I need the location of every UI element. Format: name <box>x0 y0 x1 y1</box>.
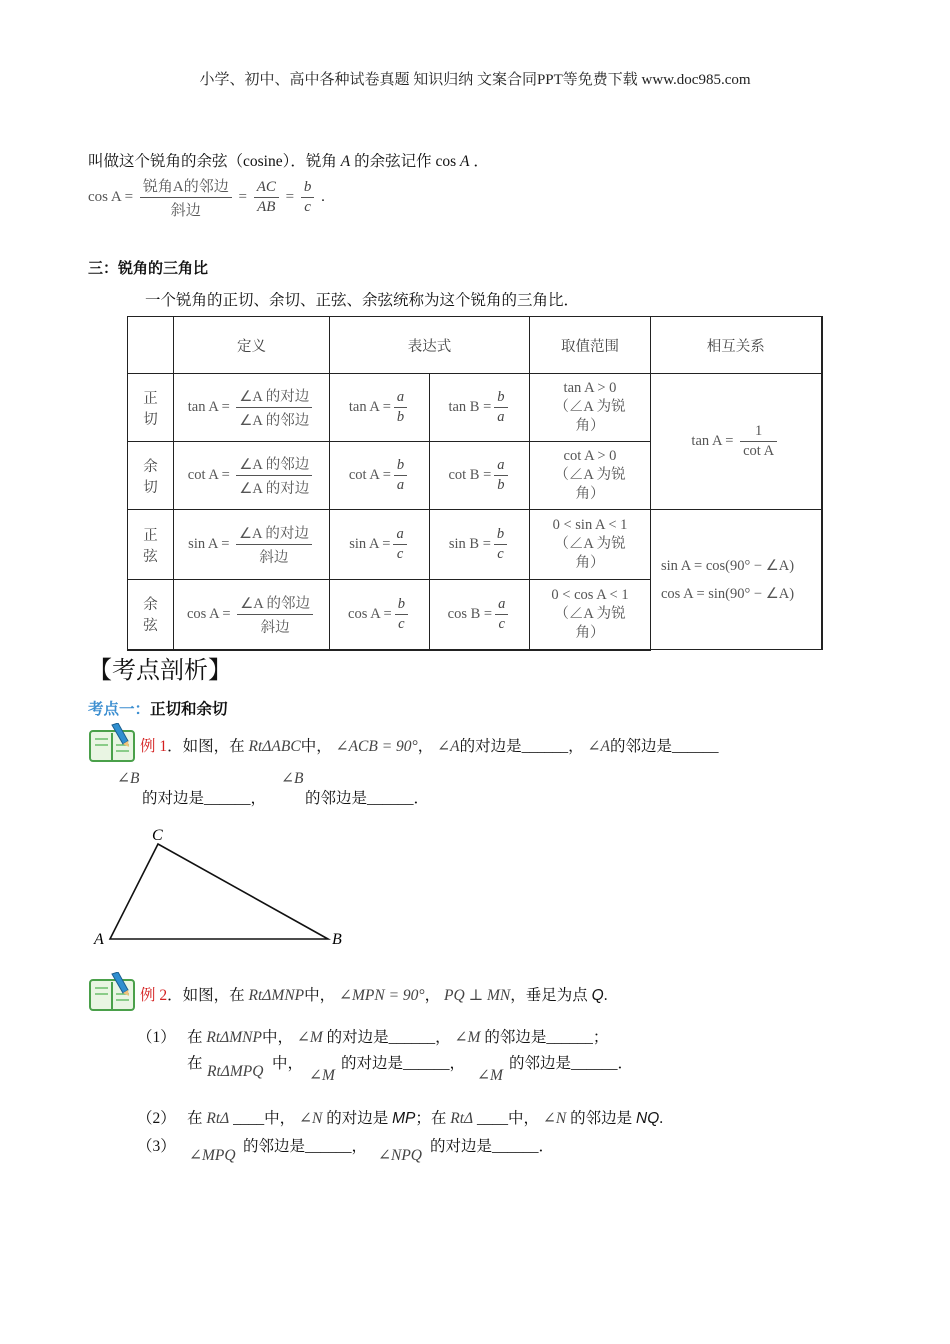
row-name: 正 <box>143 527 158 544</box>
book-pencil-icon <box>88 723 138 763</box>
math-angle: ∠MPQ <box>189 1147 236 1164</box>
text: 的对边是 <box>326 1110 389 1127</box>
table-header-row <box>128 317 822 374</box>
range-cell <box>530 580 651 650</box>
text: ．如图，在 <box>167 987 245 1004</box>
point-name: 正切和余切 <box>150 701 228 718</box>
range-note: （∠A 为锐 <box>554 399 626 415</box>
row-name: 切 <box>143 479 158 496</box>
header-range: 取值范围 <box>530 317 651 374</box>
frac-denominator: 斜边 <box>259 550 289 566</box>
def-frac <box>237 592 313 637</box>
math-triangle: RtΔMNP <box>206 1029 262 1046</box>
header-relation: 相互关系 <box>651 317 822 374</box>
q3-number: （3） <box>137 1138 176 1155</box>
example1-line1 <box>140 734 718 756</box>
frac-numerator: b <box>494 526 507 545</box>
table-corner-cell <box>128 317 174 374</box>
frac-numerator: b <box>395 596 408 615</box>
formula-frac-3 <box>301 179 315 216</box>
cosine-formula <box>88 175 325 220</box>
frac-denominator: b <box>396 409 405 425</box>
definition-cell <box>174 442 330 510</box>
frac-denominator: c <box>497 546 504 562</box>
text: 的对边是______， <box>326 1029 451 1046</box>
math-angle: ∠M <box>454 1029 481 1046</box>
frac-numerator: 锐角A的邻边 <box>140 175 232 198</box>
range-note: 角） <box>575 555 605 571</box>
expression-cell <box>430 442 530 510</box>
range-condition: 0 < sin A < 1 <box>552 517 628 533</box>
segment-nq: NQ <box>636 1110 660 1127</box>
math-angle: ∠B <box>281 770 304 787</box>
q1-text-opp: 的对边是______， <box>341 1055 466 1072</box>
row-name-cell <box>128 374 174 442</box>
range-condition: 0 < cos A < 1 <box>551 586 629 603</box>
page-header: 小学、初中、高中各种试卷真题 知识归纳 文案合同PPT等免费下载 www.doc985.com <box>199 72 751 88</box>
text: 的邻边是______； <box>484 1029 609 1046</box>
expression-cell <box>330 580 430 650</box>
expr-frac <box>494 389 507 426</box>
frac-denominator: ∠A 的邻边 <box>239 413 310 429</box>
expression-cell <box>430 580 530 650</box>
def-lhs: cot A = <box>187 466 230 483</box>
text: 在 <box>187 1029 203 1046</box>
frac-numerator: b <box>394 457 407 476</box>
segment-mp: MP <box>392 1110 416 1127</box>
definition-cell <box>174 510 330 580</box>
frac-denominator: ∠A 的对边 <box>239 481 310 497</box>
expression-cell <box>430 510 530 580</box>
text: ____中， <box>477 1110 540 1127</box>
frac-denominator: c <box>304 199 311 215</box>
equals: = <box>238 189 247 205</box>
period: ． <box>473 153 489 170</box>
q1-text-zai: 在 <box>187 1055 203 1072</box>
expr-lhs: cot B = <box>448 466 492 483</box>
frac-denominator: cot A <box>743 443 775 459</box>
math-triangle: RtΔ <box>206 1110 230 1127</box>
row-name: 弦 <box>143 548 158 565</box>
vertex-label-b: B <box>332 931 342 948</box>
expr-frac <box>394 389 407 426</box>
math-angle: ∠M <box>296 1029 323 1046</box>
formula-frac-2 <box>254 179 279 216</box>
point-q: Q <box>591 987 604 1004</box>
frac-numerator: a <box>495 596 508 615</box>
range-note: 角） <box>575 418 605 434</box>
text: 的对边是______， <box>459 738 584 755</box>
range-condition: cot A > 0 <box>563 448 617 464</box>
math-triangle: RtΔ <box>450 1110 474 1127</box>
text: 中， <box>300 738 332 755</box>
math-angle: ∠N <box>299 1110 323 1127</box>
math-triangle: RtΔABC <box>248 738 301 755</box>
expression-cell <box>430 374 530 442</box>
period: . <box>321 189 325 205</box>
q3-text-adj: 的邻边是______， <box>243 1138 368 1155</box>
formula-lhs: cos A = <box>88 189 134 205</box>
text: . <box>603 987 608 1004</box>
frac-numerator: a <box>394 389 407 408</box>
row-name-cell <box>128 580 174 650</box>
point-one-heading <box>88 697 228 719</box>
math-angle: ∠ACB = 90° <box>335 738 418 755</box>
expr-frac <box>495 596 508 633</box>
text: 在 <box>187 1110 203 1127</box>
text: . <box>659 1110 664 1127</box>
math-angle: ∠A <box>437 738 460 755</box>
range-note: （∠A 为锐 <box>554 467 626 483</box>
range-cell <box>530 510 651 580</box>
def-frac <box>236 453 312 498</box>
row-name: 弦 <box>143 618 158 635</box>
example2-line1 <box>140 983 608 1005</box>
expr-frac <box>494 457 507 494</box>
relation-cell-tan-cot <box>651 374 822 510</box>
text: ____中， <box>233 1110 296 1127</box>
math-perpendicular: PQ ⊥ MN <box>444 987 511 1004</box>
definition-cell <box>174 374 330 442</box>
frac-numerator: a <box>494 457 507 476</box>
frac-numerator: b <box>301 179 315 198</box>
frac-denominator: 斜边 <box>260 619 290 636</box>
section-title: 三：锐角的三角比 <box>88 261 209 277</box>
def-frac <box>236 385 312 430</box>
row-name-cell <box>128 442 174 510</box>
q1-text-adj: 的邻边是______． <box>509 1055 634 1072</box>
expression-cell <box>330 442 430 510</box>
range-note: 角） <box>575 624 605 641</box>
math-angle: ∠M <box>309 1067 335 1084</box>
vertex-label-a: A <box>94 931 104 948</box>
text: 的邻边是______ <box>609 738 719 755</box>
frac-denominator: c <box>396 546 404 562</box>
relation-lhs: tan A = <box>691 432 734 449</box>
range-note: 角） <box>575 486 605 502</box>
math-angle: ∠M <box>477 1067 503 1084</box>
frac-denominator: 斜边 <box>170 203 201 219</box>
equals: = <box>285 189 295 205</box>
text: 的邻边是 <box>570 1110 633 1127</box>
q3-text-opp: 的对边是______． <box>430 1138 555 1155</box>
def-lhs: cos A = <box>186 605 231 622</box>
frac-numerator: a <box>393 526 406 545</box>
formula-frac-1 <box>140 175 232 220</box>
range-cell <box>530 374 651 442</box>
frac-denominator: AB <box>257 199 276 215</box>
example-label: 例 2 <box>140 987 168 1004</box>
row-name: 正 <box>143 390 158 407</box>
math-angle: ∠NPQ <box>378 1147 422 1164</box>
var-a2: A <box>460 153 470 170</box>
definition-cell <box>174 580 330 650</box>
question-number: （1） <box>137 1029 176 1046</box>
frac-denominator: b <box>497 477 505 493</box>
text: ，垂足为点 <box>510 987 588 1004</box>
math-angle: ∠N <box>542 1110 567 1127</box>
frac-numerator: 1 <box>740 423 777 442</box>
frac-denominator: c <box>498 615 505 632</box>
expr-lhs: cot A = <box>348 466 391 483</box>
example1-line2b: 的邻边是______． <box>305 790 430 807</box>
analysis-title: 【考点剖析】 <box>88 658 232 684</box>
text: ， <box>424 987 441 1004</box>
relation-cos: cos A = sin(90° − ∠A) <box>661 585 795 602</box>
example1-line2 <box>142 786 266 808</box>
frac-numerator: ∠A 的对边 <box>236 385 312 408</box>
expr-lhs: cos B = <box>447 605 493 622</box>
table-row <box>128 510 822 580</box>
row-name: 余 <box>143 458 158 475</box>
text: 中， <box>261 1029 293 1046</box>
expr-lhs: tan B = <box>448 398 492 415</box>
def-lhs: sin A = <box>188 535 230 552</box>
expr-lhs: sin A = <box>349 535 391 552</box>
text: 中， <box>304 987 336 1004</box>
expr-lhs: cos A = <box>348 605 392 622</box>
range-cell <box>530 442 651 510</box>
frac-denominator: a <box>396 477 405 493</box>
row-name-cell <box>128 510 174 580</box>
row-name: 余 <box>143 597 158 614</box>
text: ；在 <box>415 1110 447 1127</box>
frac-numerator: AC <box>254 179 279 198</box>
frac-numerator: ∠A 的对边 <box>236 522 312 545</box>
q1-text-zhong: 中， <box>272 1055 304 1072</box>
expr-lhs: sin B = <box>448 535 491 552</box>
trig-ratio-table <box>127 316 823 651</box>
math-angle: ∠MPN = 90° <box>339 987 425 1004</box>
question1-line1 <box>137 1025 608 1047</box>
relation-cell-sin-cos <box>651 510 822 650</box>
expr-frac <box>395 596 408 633</box>
frac-denominator: a <box>497 409 505 425</box>
frac-numerator: ∠A 的邻边 <box>236 453 312 476</box>
def-frac <box>236 522 312 567</box>
text: 的对边是______， <box>142 790 267 807</box>
expr-frac <box>394 457 407 494</box>
expr-frac <box>393 526 406 563</box>
cosine-definition-line <box>88 149 489 171</box>
expr-frac <box>494 526 507 563</box>
example-label: 例 1 <box>140 738 168 755</box>
expression-cell <box>330 374 430 442</box>
row-name: 切 <box>143 411 158 428</box>
vertex-label-c: C <box>152 827 163 844</box>
question-number: （2） <box>137 1110 176 1127</box>
math-triangle: RtΔMNP <box>248 987 305 1004</box>
frac-numerator: b <box>494 389 507 408</box>
cosine-def-text: 叫做这个锐角的余弦（cosine）．锐角 <box>88 153 337 170</box>
math-angle: ∠A <box>587 738 610 755</box>
range-note: （∠A 为锐 <box>554 605 626 622</box>
section-intro: 一个锐角的正切、余切、正弦、余弦统称为这个锐角的三角比． <box>145 292 580 309</box>
range-note: （∠A 为锐 <box>554 536 626 552</box>
math-angle: ∠B <box>117 770 140 787</box>
header-expression: 表达式 <box>330 317 530 374</box>
table-row <box>128 374 822 442</box>
frac-denominator: c <box>398 615 405 632</box>
text: ， <box>417 738 434 755</box>
expression-cell <box>330 510 430 580</box>
triangle-abc-figure <box>90 822 360 952</box>
cosine-def-text2: 的余弦记作 cos <box>354 153 457 170</box>
relation-sin: sin A = cos(90° − ∠A) <box>661 557 795 574</box>
book-pencil-icon <box>88 972 138 1012</box>
math-triangle: RtΔMPQ <box>207 1063 264 1080</box>
question2-line <box>137 1106 663 1128</box>
def-lhs: tan A = <box>187 398 230 415</box>
text: ．如图，在 <box>167 738 245 755</box>
frac-numerator: ∠A 的邻边 <box>237 592 313 615</box>
point-label: 考点一： <box>88 701 151 718</box>
var-a: A <box>340 153 351 170</box>
range-condition: tan A > 0 <box>563 380 617 396</box>
header-definition: 定义 <box>174 317 330 374</box>
expr-lhs: tan A = <box>348 398 391 415</box>
relation-frac <box>740 423 777 460</box>
